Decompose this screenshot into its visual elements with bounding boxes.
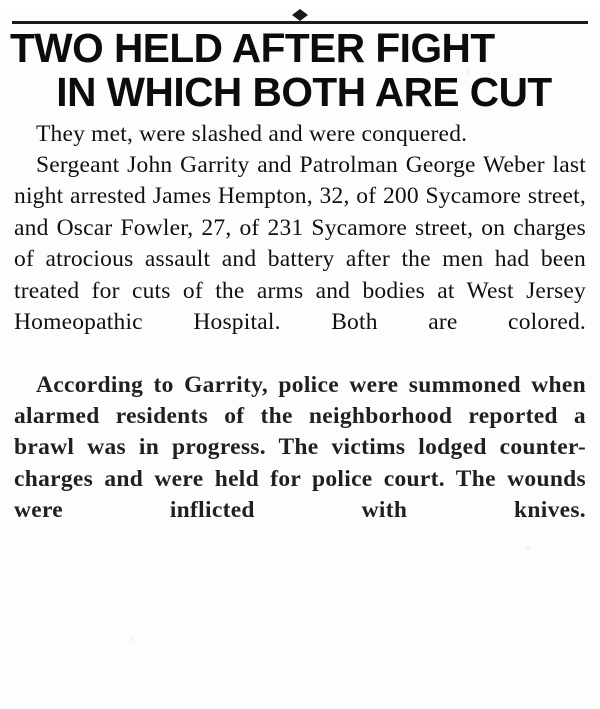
paragraph-text: Sergeant John Garrity and Patrolman George Weber last night arrested James Hempton, 32, of 200 Sycamore street, and Oscar Fowler, 27, of 231 Sycamore street, on charges of atrocious assault and battery after the men had been treated for cuts of the arms and bodies at West Jersey Homeopathic Hospital. Both are colored. [14, 152, 586, 335]
diamond-ornament-icon [292, 9, 308, 21]
ornamental-divider [12, 9, 588, 25]
paragraph-arrest-details [14, 150, 586, 370]
divider-rule [12, 21, 588, 24]
paragraph-text: They met, were slashed and were conquered. [36, 120, 468, 147]
newspaper-clipping-page [0, 9, 600, 709]
paragraph-lede [14, 119, 586, 150]
headline-line-2: IN WHICH BOTH ARE CUT [56, 68, 552, 115]
paragraph-account [14, 370, 586, 558]
headline [10, 27, 590, 115]
headline-line-1: TWO HELD AFTER FIGHT [10, 25, 495, 71]
article-body [14, 119, 586, 558]
paragraph-text: According to Garrity, police were summoned when alarmed residents of the neighborhood reported a brawl was in progress. The victims lodged counter-charges and were held for police court. The wounds were inflicted with knives. [14, 371, 586, 524]
